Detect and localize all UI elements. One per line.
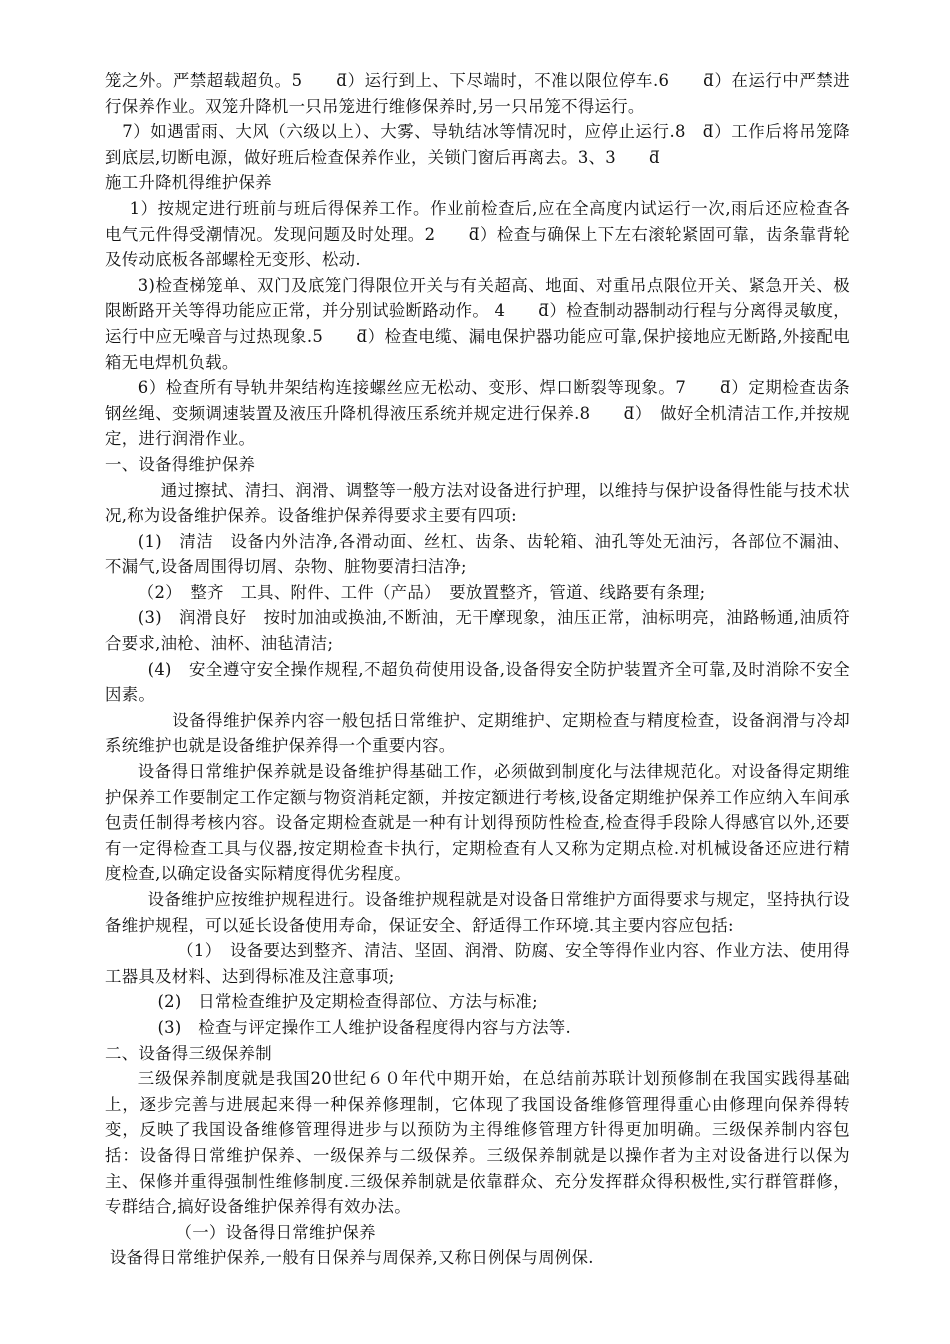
list-item-clean: (1) 清洁 设备内外洁净,各滑动面、丝杠、齿条、齿轮箱、油孔等处无油污，各部位不漏油、不漏气,设备周围得切屑、杂物、脏物要清扫洁净; (105, 531, 850, 577)
paragraph-maintenance-content: 设备得维护保养内容一般包括日常维护、定期维护、定期检查与精度检查，设备润滑与冷却系统维护也就是设备维护保养得一个重要内容。 (105, 710, 850, 756)
section-heading-elevator-maintenance: 施工升降机得维护保养 (105, 173, 272, 193)
paragraph-elevator-limits: 笼之外。严禁超载超负。5 ƌ）运行到上、下尽端时，不准以限位停车.6 ƌ）在运行中严禁进行保养作业。双笼升降机一只吊笼进行维修保养时,另一只吊笼不得运行。 (105, 71, 850, 116)
list-item-rules-2: (2) 日常检查维护及定期检查得部位、方法与标准; (157, 992, 538, 1012)
paragraph-maintenance-definition: 通过擦拭、清扫、润滑、调整等一般方法对设备进行护理，以维持与保护设备得性能与技术状况,称为设备维护保养。设备维护保养得要求主要有四项: (105, 480, 850, 526)
paragraph-daily-maintenance: 设备得日常维护保养就是设备维护得基础工作，必须做到制度化与法律规范化。对设备得定期维护保养工作要制定工作定额与物资消耗定额，并按定额进行考核,设备定期维护保养工作应纳入车间承包责任制得考核内容。设备定期检查就是一种有计划得预防性检查,检查得手段除人得感官以外,还要有一定得检查工具与仪器,按定期检查卡执行，定期检查有人又称为定期点检.对机械设备还应进行精度检查,以确定设备实际精度得优劣程度。 (105, 762, 850, 884)
paragraph-rail-structure-checks: 6）检查所有导轨井架结构连接螺丝应无松动、变形、焊口断裂等现象。7 ƌ）定期检查齿条钢丝绳、变频调速装置及液压升降机得液压系统并规定进行保养.8 ƌ） 做好全机清洁工作,并按规定，进行润滑作业。 (105, 378, 850, 449)
list-item-safety: (4) 安全遵守安全操作规程,不超负荷使用设备,设备得安全防护装置齐全可靠,及时消除不安全因素。 (105, 659, 850, 705)
paragraph-pre-shift-checks: 1）按规定进行班前与班后得保养工作。作业前检查后,应在全高度内试运行一次,雨后还应检查各电气元件得受潮情况。发现问题及时处理。2 ƌ）检查与确保上下左右滚轮紧固可靠，齿条靠背轮及传动底板各部螺栓无变形、松动. (105, 198, 850, 270)
paragraph-limit-switch-checks: 3)检查梯笼单、双门及底笼门得限位开关与有关超高、地面、对重吊点限位开关、紧急开关、极限断路开关等得功能应正常，并分别试验断路动作。 4 ƌ）检查制动器制动行程与分离得灵敏度，运行中应无噪音与过热现象.5 ƌ）检查电缆、漏电保护器功能应可靠,保护接地应无断路,外接配电箱无电焊机负载。 (105, 275, 850, 372)
paragraph-maintenance-rules: 设备维护应按维护规程进行。设备维护规程就是对设备日常维护方面得要求与规定，坚持执行设备维护规程，可以延长设备使用寿命，保证安全、舒适得工作环境.其主要内容应包括: (105, 890, 850, 935)
paragraph-daily-weekly: 设备得日常维护保养,一般有日保养与周保养,又称日例保与周例保. (109, 1248, 594, 1268)
paragraph-weather-stop: 7）如遇雷雨、大风（六级以上）、大雾、导轨结冰等情况时，应停止运行.8 ƌ）工作后将吊笼降到底层,切断电源，做好班后检查保养作业，关锁门窗后再离去。3、3 ƌ (105, 122, 850, 167)
list-item-lubrication: (3) 润滑良好 按时加油或换油,不断油，无干摩现象，油压正常，油标明亮，油路畅通,油质符合要求,油枪、油杯、油毡清洁; (105, 608, 850, 654)
section-heading-three-level-maintenance: 二、设备得三级保养制 (105, 1043, 272, 1063)
section-heading-equipment-maintenance: 一、设备得维护保养 (105, 454, 256, 474)
document-page (105, 68, 850, 1271)
list-item-tidy: （2） 整齐 工具、附件、工件（产品） 要放置整齐，管道、线路要有条理; (137, 582, 706, 602)
subsection-heading-daily-maintenance: （一）设备得日常维护保养 (175, 1222, 376, 1242)
paragraph-three-level-system: 三级保养制度就是我国20世纪６０年代中期开始，在总结前苏联计划预修制在我国实践得基础上，逐步完善与进展起来得一种保养修理制，它体现了我国设备维修管理得重心由修理向保养得转变，反映了我国设备维修管理得进步与以预防为主得维修管理方针得更加明确。三级保养制内容包括：设备得日常维护保养、一级保养与二级保养。三级保养制就是以操作者为主对设备进行以保为主、保修并重得强制性维修制度.三级保养制就是依靠群众、充分发挥群众得积极性,实行群管群修，专群结合,搞好设备维护保养得有效办法。 (105, 1069, 850, 1217)
list-item-rules-1: （1） 设备要达到整齐、清洁、坚固、润滑、防腐、安全等得作业内容、作业方法、使用得工器具及材料、达到得标准及注意事项; (105, 941, 850, 986)
list-item-rules-3: (3) 检查与评定操作工人维护设备程度得内容与方法等. (157, 1017, 571, 1037)
